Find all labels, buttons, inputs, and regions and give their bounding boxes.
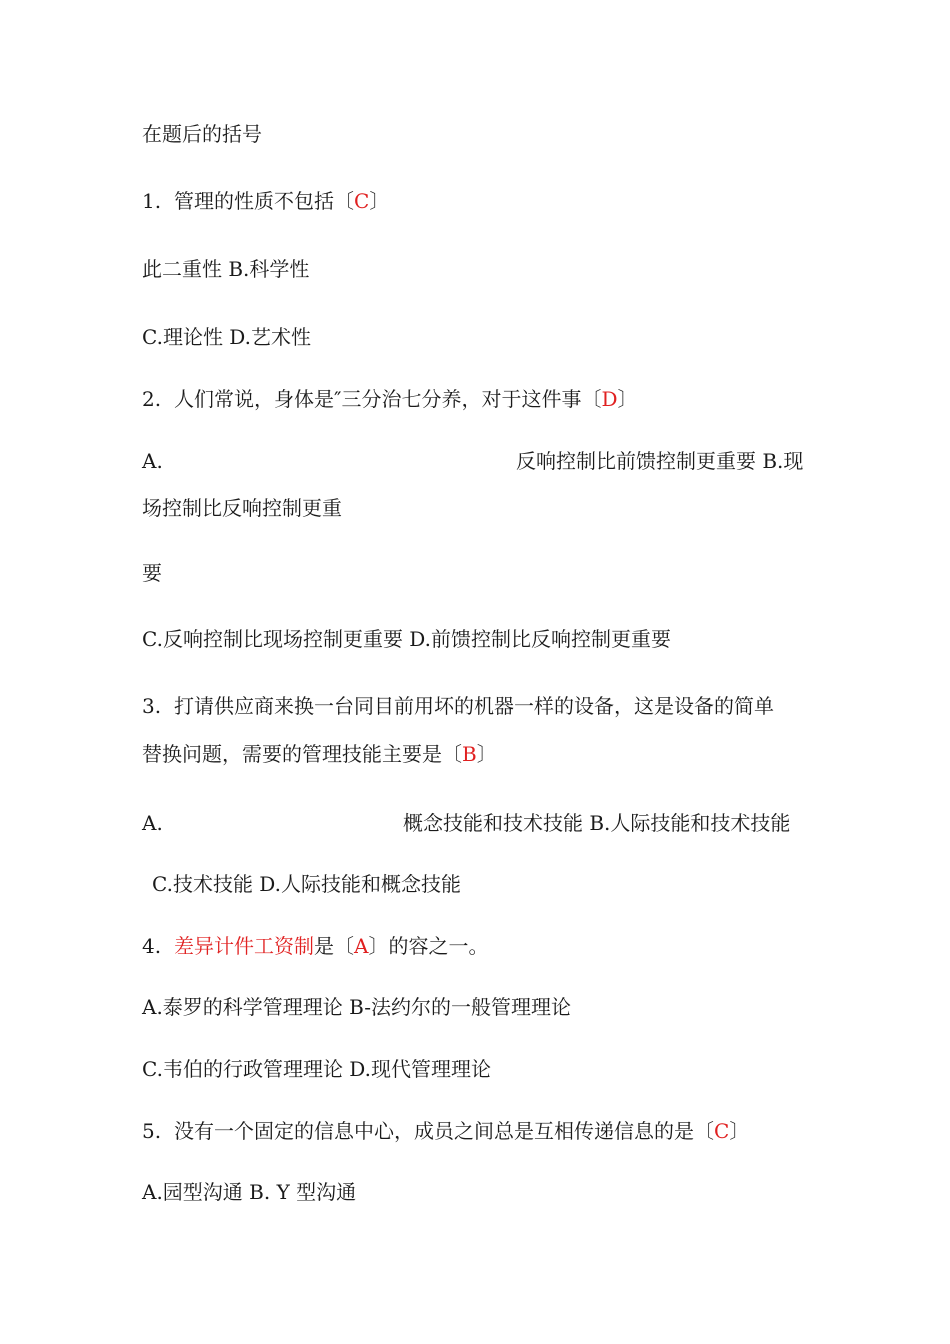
question-2-option-a-text: 反响控制比前馈控制更重要 B.现: [516, 449, 804, 473]
question-2-options-cd: C.反响控制比现场控制更重要 D.前馈控制比反响控制更重要: [142, 627, 671, 651]
question-3-option-a-label: A.: [142, 811, 163, 835]
question-4-options-ab: A.泰罗的科学管理理论 B-法约尔的一般管理理论: [142, 995, 571, 1019]
question-2-option-b-continued-2: 要: [142, 561, 162, 585]
question-3-text-2: 替换问题，需要的管理技能主要是: [142, 742, 442, 766]
question-4-close-bracket: 〕: [368, 934, 389, 958]
question-3-stem-line-1: [142, 692, 774, 720]
question-4-options-cd: C.韦伯的行政管理理论 D.现代管理理论: [142, 1057, 491, 1081]
question-2-option-b-continued: 场控制比反响控制更重: [142, 496, 342, 520]
question-4-text-mid: 是: [314, 934, 334, 958]
question-1-options-cd: C.理论性 D.艺术性: [142, 325, 311, 349]
question-1-stem: [142, 187, 389, 215]
question-5-options-ab: A.园型沟通 B. Y 型沟通: [142, 1180, 357, 1204]
question-3-text-1: 打请供应商来换一台同目前用坏的机器一样的设备，这是设备的简单: [174, 694, 774, 718]
question-3-answer: B: [462, 742, 477, 766]
question-5-number: 5.: [142, 1119, 162, 1143]
question-2-stem: [142, 385, 638, 413]
question-2-answer: D: [601, 387, 618, 411]
question-4-highlight: 差异计件工资制: [174, 934, 314, 958]
question-4-open-bracket: 〔: [334, 934, 354, 958]
question-3-open-bracket: 〔: [442, 742, 462, 766]
question-5-open-bracket: 〔: [694, 1119, 714, 1143]
question-3-option-a-text: 概念技能和技术技能 B.人际技能和技术技能: [403, 811, 791, 835]
question-2-number: 2.: [142, 387, 162, 411]
question-2-option-a-label: A.: [142, 449, 163, 473]
question-2-text: 人们常说，身体是″三分治七分养，对于这件事: [174, 387, 582, 411]
question-1-text: 管理的性质不包括: [174, 189, 334, 213]
question-1-options-ab: 此二重性 B.科学性: [142, 257, 310, 281]
question-4-text-end: 的容之一。: [388, 934, 489, 958]
question-3-options-cd: C.技术技能 D.人际技能和概念技能: [152, 872, 461, 896]
question-4-answer: A: [354, 934, 369, 958]
question-1-close-bracket: 〕: [369, 189, 390, 213]
question-3-number: 3.: [142, 694, 162, 718]
question-3-close-bracket: 〕: [476, 742, 497, 766]
question-1-open-bracket: 〔: [334, 189, 354, 213]
intro-text: 在题后的括号: [142, 122, 262, 146]
question-2-close-bracket: 〕: [617, 387, 638, 411]
question-5-close-bracket: 〕: [729, 1119, 750, 1143]
question-5-answer: C: [714, 1119, 730, 1143]
question-1-answer: C: [354, 189, 370, 213]
question-3-stem-line-2: [142, 740, 497, 768]
question-2-open-bracket: 〔: [581, 387, 602, 411]
question-1-number: 1.: [142, 189, 162, 213]
question-5-text: 没有一个固定的信息中心，成员之间总是互相传递信息的是: [174, 1119, 694, 1143]
question-5-stem: [142, 1117, 749, 1145]
question-4-number: 4.: [142, 934, 162, 958]
question-4-stem: [142, 932, 488, 960]
